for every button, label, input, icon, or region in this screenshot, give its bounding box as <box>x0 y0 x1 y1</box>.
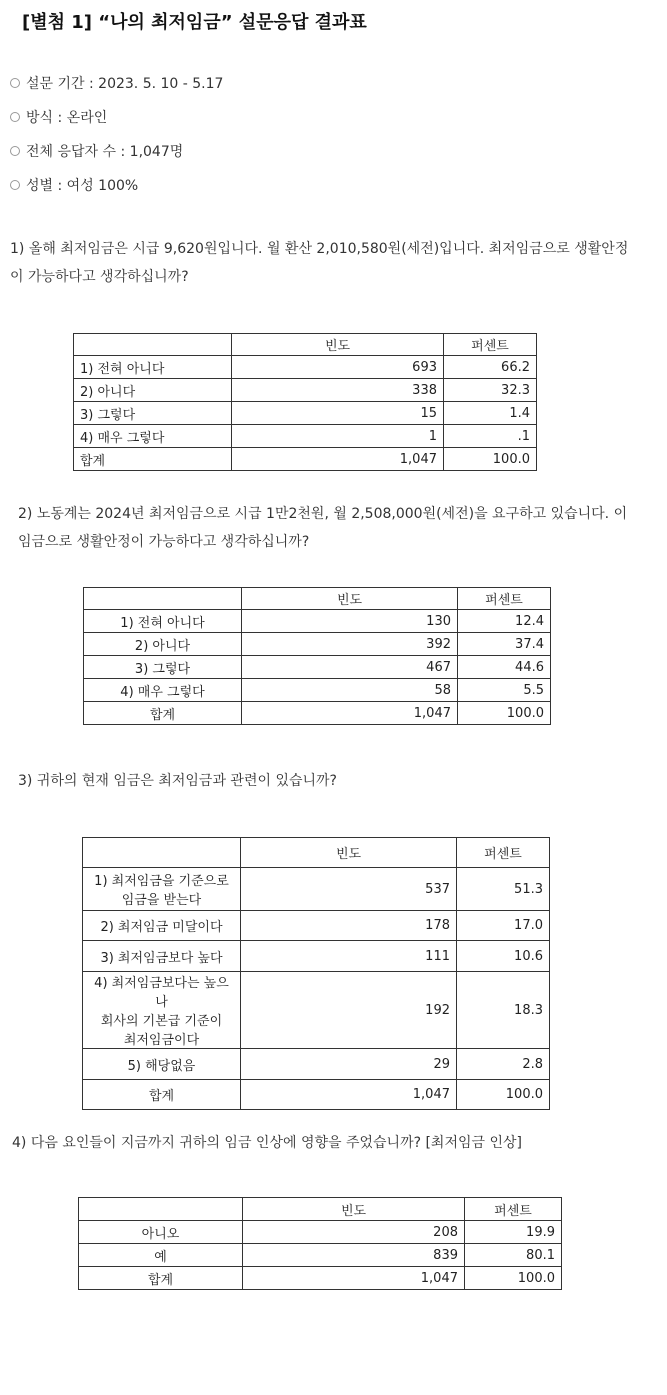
row-percent: .1 <box>444 425 537 448</box>
row-label: 2) 아니다 <box>84 633 242 656</box>
table-header-empty <box>83 838 241 868</box>
row-frequency: 392 <box>242 633 458 656</box>
row-frequency: 178 <box>241 911 457 941</box>
row-label-line: 임금을 받는다 <box>121 893 202 908</box>
table-header-percent: 퍼센트 <box>457 838 550 868</box>
table-row <box>83 911 550 941</box>
row-frequency: 1,047 <box>242 702 458 725</box>
question-1 <box>10 235 628 291</box>
row-label: 1) 전혀 아니다 <box>84 610 242 633</box>
circle-bullet-icon <box>10 78 20 88</box>
question-3 <box>18 767 337 795</box>
table-row <box>83 941 550 972</box>
page-title: [별첨 1] “나의 최저임금” 설문응답 결과표 <box>22 12 367 33</box>
info-text: 설문 기간 : 2023. 5. 10 - 5.17 <box>26 76 224 92</box>
row-label: 4) 매우 그렇다 <box>84 679 242 702</box>
row-label: 4) 매우 그렇다 <box>74 425 232 448</box>
row-frequency: 693 <box>232 356 444 379</box>
table-row <box>84 610 551 633</box>
row-percent: 17.0 <box>457 911 550 941</box>
row-label-line: 4) 최저임금보다는 높으나 <box>94 976 229 1010</box>
row-percent: 10.6 <box>457 941 550 972</box>
table-header-percent: 퍼센트 <box>458 588 551 610</box>
question-2 <box>18 500 627 556</box>
question-2-line-1: 2) 노동계는 2024년 최저임금으로 시급 1만2천원, 월 2,508,000원(세전)을 요구하고 있습니다. 이 <box>18 506 628 522</box>
row-label <box>83 868 241 911</box>
row-frequency: 467 <box>242 656 458 679</box>
row-frequency: 111 <box>241 941 457 972</box>
row-label: 합계 <box>83 1080 241 1110</box>
table-row <box>84 679 551 702</box>
row-label: 1) 전혀 아니다 <box>74 356 232 379</box>
row-percent: 100.0 <box>458 702 551 725</box>
table-header-frequency: 빈도 <box>241 838 457 868</box>
table-row <box>74 379 537 402</box>
table-row-total <box>74 448 537 471</box>
row-frequency: 1,047 <box>241 1080 457 1110</box>
table-row <box>83 972 550 1049</box>
table-q3 <box>82 837 550 1110</box>
question-4-line-1: 4) 다음 요인들이 지금까지 귀하의 임금 인상에 영향을 주었습니까? [최저임금 인상] <box>12 1135 522 1151</box>
row-percent: 44.6 <box>458 656 551 679</box>
row-percent: 100.0 <box>444 448 537 471</box>
row-label: 합계 <box>84 702 242 725</box>
row-percent: 37.4 <box>458 633 551 656</box>
table-q1 <box>73 333 537 471</box>
table-row <box>84 633 551 656</box>
row-label: 예 <box>79 1244 243 1267</box>
row-label: 합계 <box>74 448 232 471</box>
table-row <box>79 1221 562 1244</box>
row-percent: 66.2 <box>444 356 537 379</box>
info-gender <box>10 175 138 195</box>
row-percent: 19.9 <box>465 1221 562 1244</box>
table-row <box>74 402 537 425</box>
row-frequency: 208 <box>243 1221 465 1244</box>
row-frequency: 192 <box>241 972 457 1049</box>
info-respondents <box>10 141 183 161</box>
row-frequency: 1,047 <box>243 1267 465 1290</box>
row-percent: 18.3 <box>457 972 550 1049</box>
row-frequency: 58 <box>242 679 458 702</box>
table-q2 <box>83 587 551 725</box>
table-row <box>74 425 537 448</box>
info-text: 전체 응답자 수 : 1,047명 <box>26 144 184 160</box>
question-4 <box>12 1129 522 1157</box>
info-survey-period <box>10 73 223 93</box>
table-row <box>83 868 550 911</box>
circle-bullet-icon <box>10 112 20 122</box>
table-header-empty <box>79 1198 243 1221</box>
table-q4 <box>78 1197 562 1290</box>
row-label: 아니오 <box>79 1221 243 1244</box>
row-percent: 100.0 <box>465 1267 562 1290</box>
row-frequency: 130 <box>242 610 458 633</box>
row-label: 5) 해당없음 <box>83 1049 241 1080</box>
row-label-line: 최저임금이다 <box>123 1033 200 1048</box>
table-header-frequency: 빈도 <box>242 588 458 610</box>
row-label-line: 회사의 기본급 기준이 <box>100 1014 223 1029</box>
table-row <box>84 656 551 679</box>
table-header-empty <box>84 588 242 610</box>
info-text: 방식 : 온라인 <box>26 110 108 126</box>
row-percent: 1.4 <box>444 402 537 425</box>
table-row <box>79 1244 562 1267</box>
circle-bullet-icon <box>10 180 20 190</box>
row-percent: 51.3 <box>457 868 550 911</box>
row-percent: 2.8 <box>457 1049 550 1080</box>
row-frequency: 338 <box>232 379 444 402</box>
row-frequency: 1,047 <box>232 448 444 471</box>
table-row <box>74 356 537 379</box>
table-row-total <box>84 702 551 725</box>
table-row <box>83 1049 550 1080</box>
question-1-line-1: 1) 올해 최저임금은 시급 9,620원입니다. 월 환산 2,010,580원(세전)입니다. 최저임금으로 생활안정 <box>10 241 629 257</box>
table-header-frequency: 빈도 <box>243 1198 465 1221</box>
circle-bullet-icon <box>10 146 20 156</box>
row-label: 2) 최저임금 미달이다 <box>83 911 241 941</box>
question-2-line-2: 임금으로 생활안정이 가능하다고 생각하십니까? <box>18 534 310 550</box>
info-text: 성별 : 여성 100% <box>26 178 139 194</box>
row-frequency: 15 <box>232 402 444 425</box>
row-percent: 5.5 <box>458 679 551 702</box>
row-label-line: 1) 최저임금을 기준으로 <box>94 874 229 889</box>
row-label: 2) 아니다 <box>74 379 232 402</box>
row-frequency: 839 <box>243 1244 465 1267</box>
row-label: 3) 그렇다 <box>74 402 232 425</box>
row-frequency: 29 <box>241 1049 457 1080</box>
row-percent: 32.3 <box>444 379 537 402</box>
table-header-frequency: 빈도 <box>232 334 444 356</box>
question-3-line-1: 3) 귀하의 현재 임금은 최저임금과 관련이 있습니까? <box>18 773 337 789</box>
table-header-percent: 퍼센트 <box>444 334 537 356</box>
table-row-total <box>83 1080 550 1110</box>
row-percent: 80.1 <box>465 1244 562 1267</box>
row-frequency: 537 <box>241 868 457 911</box>
question-1-line-2: 이 가능하다고 생각하십니까? <box>10 269 189 285</box>
row-percent: 100.0 <box>457 1080 550 1110</box>
row-label: 3) 최저임금보다 높다 <box>83 941 241 972</box>
row-frequency: 1 <box>232 425 444 448</box>
table-header-empty <box>74 334 232 356</box>
row-label <box>83 972 241 1049</box>
table-row-total <box>79 1267 562 1290</box>
row-label: 합계 <box>79 1267 243 1290</box>
info-method <box>10 107 107 127</box>
row-percent: 12.4 <box>458 610 551 633</box>
row-label: 3) 그렇다 <box>84 656 242 679</box>
table-header-percent: 퍼센트 <box>465 1198 562 1221</box>
